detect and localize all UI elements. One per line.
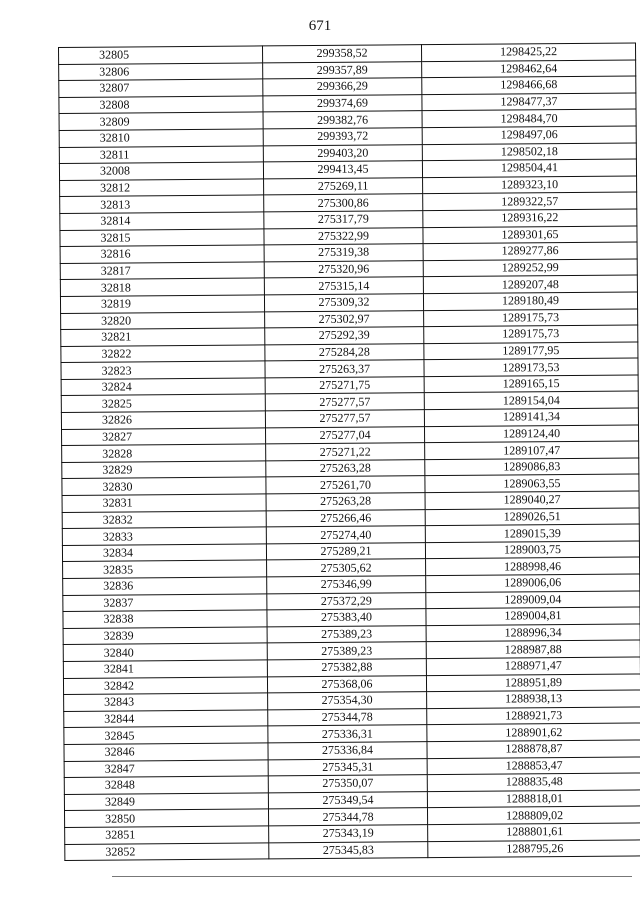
x-coordinate-cell: 275269,11 [264,177,423,195]
x-coordinate-cell: 275382,88 [267,659,426,677]
point-number-cell: 32832 [62,511,266,529]
point-number-cell: 32822 [61,345,265,363]
y-coordinate-cell: 1288998,46 [426,557,640,575]
y-coordinate-cell: 1288835,48 [427,773,640,791]
point-number-cell: 32830 [62,477,266,495]
y-coordinate-cell: 1289207,48 [423,275,637,293]
point-number-cell: 32852 [65,842,269,860]
x-coordinate-cell: 275309,32 [264,294,423,312]
point-number-cell: 32826 [61,411,265,429]
x-coordinate-cell: 275346,99 [267,576,426,594]
x-coordinate-cell: 275277,57 [265,393,424,411]
y-coordinate-cell: 1289175,73 [424,325,638,343]
x-coordinate-cell: 275345,83 [269,841,428,859]
point-number-cell: 32008 [59,162,263,180]
coordinates-table-body [59,43,640,861]
x-coordinate-cell: 275322,99 [264,227,423,245]
point-number-cell: 32806 [59,62,263,80]
x-coordinate-cell: 275349,54 [268,791,427,809]
y-coordinate-cell: 1289154,04 [424,391,638,409]
y-coordinate-cell: 1289009,04 [426,591,640,609]
x-coordinate-cell: 299403,20 [263,144,422,162]
y-coordinate-cell: 1288809,02 [427,806,640,824]
point-number-cell: 32809 [59,112,263,130]
x-coordinate-cell: 275261,70 [266,476,425,494]
x-coordinate-cell: 275320,96 [264,260,423,278]
point-number-cell: 32839 [63,627,267,645]
y-coordinate-cell: 1289252,99 [423,259,637,277]
table-row [65,839,640,860]
y-coordinate-cell: 1288971,47 [426,657,640,675]
y-coordinate-cell: 1289040,27 [425,491,639,509]
x-coordinate-cell: 275263,28 [266,493,425,511]
x-coordinate-cell: 275368,06 [267,675,426,693]
x-coordinate-cell: 275345,31 [268,758,427,776]
y-coordinate-cell: 1289086,83 [425,458,639,476]
page-number: 671 [308,18,332,34]
point-number-cell: 32833 [62,527,266,545]
coordinates-table-wrapper [58,43,594,861]
y-coordinate-cell: 1289141,34 [424,408,638,426]
x-coordinate-cell: 275300,86 [264,194,423,212]
point-number-cell: 32834 [62,544,266,562]
x-coordinate-cell: 275292,39 [265,327,424,345]
point-number-cell: 32807 [59,79,263,97]
x-coordinate-cell: 275336,31 [268,725,427,743]
x-coordinate-cell: 275383,40 [267,609,426,627]
point-number-cell: 32815 [60,228,264,246]
x-coordinate-cell: 275271,22 [266,443,425,461]
point-number-cell: 32805 [59,46,263,64]
y-coordinate-cell: 1298484,70 [422,109,636,127]
point-number-cell: 32836 [63,577,267,595]
y-coordinate-cell: 1288996,34 [426,624,640,642]
x-coordinate-cell: 275389,23 [267,642,426,660]
point-number-cell: 32817 [60,262,264,280]
x-coordinate-cell: 275389,23 [267,625,426,643]
point-number-cell: 32819 [60,295,264,313]
y-coordinate-cell: 1298466,68 [422,76,636,94]
point-number-cell: 32808 [59,96,263,114]
point-number-cell: 32840 [63,643,267,661]
y-coordinate-cell: 1288878,87 [427,740,640,758]
x-coordinate-cell: 299413,45 [263,161,422,179]
x-coordinate-cell: 275305,62 [267,559,426,577]
point-number-cell: 32814 [60,212,264,230]
point-number-cell: 32850 [64,809,268,827]
x-coordinate-cell: 275350,07 [268,775,427,793]
y-coordinate-cell: 1289015,39 [425,524,639,542]
y-coordinate-cell: 1288921,73 [427,707,640,725]
point-number-cell: 32835 [63,560,267,578]
y-coordinate-cell: 1288853,47 [427,756,640,774]
x-coordinate-cell: 275372,29 [267,592,426,610]
point-number-cell: 32825 [61,394,265,412]
point-number-cell: 32813 [60,195,264,213]
y-coordinate-cell: 1289322,57 [423,192,637,210]
x-coordinate-cell: 275319,38 [264,244,423,262]
x-coordinate-cell: 275277,04 [265,426,424,444]
point-number-cell: 32847 [64,759,268,777]
x-coordinate-cell: 275277,57 [265,410,424,428]
x-coordinate-cell: 299382,76 [263,111,422,129]
y-coordinate-cell: 1289323,10 [423,176,637,194]
x-coordinate-cell: 275344,78 [268,808,427,826]
point-number-cell: 32812 [60,179,264,197]
y-coordinate-cell: 1298425,22 [421,43,635,61]
y-coordinate-cell: 1288951,89 [426,674,640,692]
y-coordinate-cell: 1298504,41 [422,159,636,177]
y-coordinate-cell: 1289277,86 [423,242,637,260]
y-coordinate-cell: 1298497,06 [422,126,636,144]
y-coordinate-cell: 1289316,22 [423,209,637,227]
point-number-cell: 32848 [64,776,268,794]
y-coordinate-cell: 1288938,13 [427,690,640,708]
y-coordinate-cell: 1289107,47 [425,441,639,459]
point-number-cell: 32831 [62,494,266,512]
y-coordinate-cell: 1289124,40 [424,425,638,443]
y-coordinate-cell: 1289006,06 [426,574,640,592]
footer-rule [112,876,632,877]
y-coordinate-cell: 1289026,51 [425,508,639,526]
y-coordinate-cell: 1298502,18 [422,143,636,161]
y-coordinate-cell: 1289004,81 [426,607,640,625]
point-number-cell: 32810 [59,129,263,147]
point-number-cell: 32843 [64,693,268,711]
point-number-cell: 32818 [60,278,264,296]
point-number-cell: 32816 [60,245,264,263]
x-coordinate-cell: 275336,84 [268,742,427,760]
x-coordinate-cell: 275263,37 [265,360,424,378]
point-number-cell: 32821 [61,328,265,346]
x-coordinate-cell: 275274,40 [266,526,425,544]
point-number-cell: 32827 [62,428,266,446]
y-coordinate-cell: 1289063,55 [425,474,639,492]
y-coordinate-cell: 1288795,26 [428,839,640,857]
y-coordinate-cell: 1298462,64 [422,60,636,78]
y-coordinate-cell: 1289173,53 [424,358,638,376]
y-coordinate-cell: 1288901,62 [427,723,640,741]
x-coordinate-cell: 299366,29 [263,78,422,96]
point-number-cell: 32849 [64,793,268,811]
x-coordinate-cell: 275343,19 [269,825,428,843]
x-coordinate-cell: 275263,28 [266,459,425,477]
coordinates-table [58,42,640,861]
point-number-cell: 32846 [64,743,268,761]
x-coordinate-cell: 275354,30 [268,692,427,710]
x-coordinate-cell: 275284,28 [265,343,424,361]
y-coordinate-cell: 1298477,37 [422,93,636,111]
point-number-cell: 32851 [65,826,269,844]
x-coordinate-cell: 299357,89 [263,61,422,79]
point-number-cell: 32844 [64,710,268,728]
y-coordinate-cell: 1289180,49 [423,292,637,310]
y-coordinate-cell: 1289175,73 [424,308,638,326]
y-coordinate-cell: 1289003,75 [425,541,639,559]
y-coordinate-cell: 1289165,15 [424,375,638,393]
y-coordinate-cell: 1289177,95 [424,342,638,360]
point-number-cell: 32837 [63,593,267,611]
point-number-cell: 32838 [63,610,267,628]
x-coordinate-cell: 275317,79 [264,211,423,229]
x-coordinate-cell: 299393,72 [263,128,422,146]
point-number-cell: 32841 [63,660,267,678]
y-coordinate-cell: 1288801,61 [428,823,640,841]
y-coordinate-cell: 1289301,65 [423,225,637,243]
x-coordinate-cell: 275302,97 [265,310,424,328]
point-number-cell: 32842 [63,676,267,694]
y-coordinate-cell: 1288818,01 [427,790,640,808]
point-number-cell: 32824 [61,378,265,396]
point-number-cell: 32823 [61,361,265,379]
x-coordinate-cell: 275271,75 [265,377,424,395]
x-coordinate-cell: 275315,14 [264,277,423,295]
point-number-cell: 32811 [59,145,263,163]
x-coordinate-cell: 275344,78 [268,708,427,726]
x-coordinate-cell: 299358,52 [262,45,421,63]
y-coordinate-cell: 1288987,88 [426,640,640,658]
x-coordinate-cell: 275289,21 [266,542,425,560]
point-number-cell: 32828 [62,444,266,462]
point-number-cell: 32820 [61,311,265,329]
x-coordinate-cell: 275266,46 [266,509,425,527]
point-number-cell: 32829 [62,461,266,479]
x-coordinate-cell: 299374,69 [263,94,422,112]
point-number-cell: 32845 [64,726,268,744]
